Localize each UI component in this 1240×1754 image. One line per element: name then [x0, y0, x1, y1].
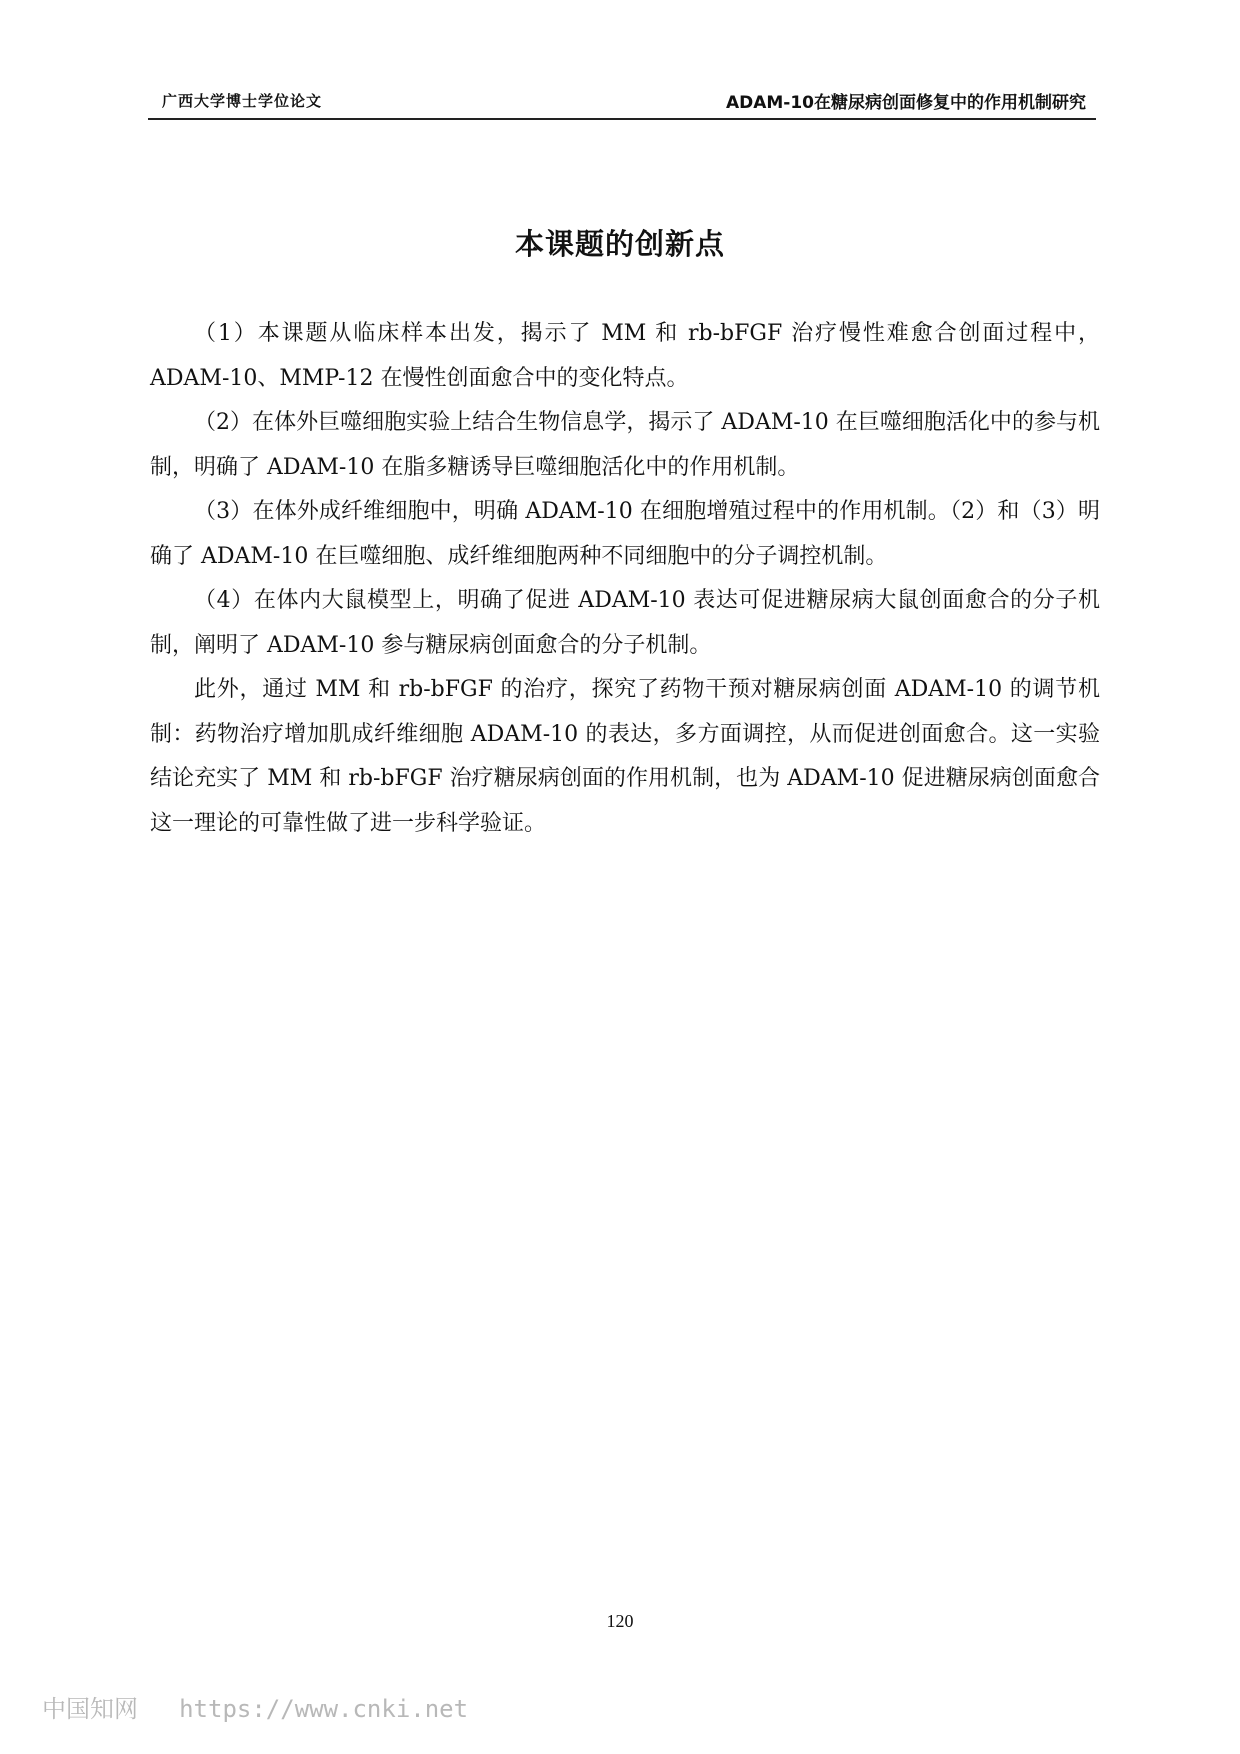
section-title: 本课题的创新点: [514, 227, 725, 261]
watermark-name: 中国知网: [42, 1695, 138, 1723]
paragraph-2: （2）在体外巨噬细胞实验上结合生物信息学，揭示了 ADAM-10 在巨噬细胞活化中的参与机制，明确了 ADAM-10 在脂多糖诱导巨噬细胞活化中的作用机制。: [150, 410, 1100, 480]
paragraph-5: 此外，通过 MM 和 rb-bFGF 的治疗，探究了药物干预对糖尿病创面 ADAM-10 的调节机制：药物治疗增加肌成纤维细胞 ADAM-10 的表达，多方面调控，从而促进创面愈合。这一实验结论充实了 MM 和 rb-bFGF 治疗糖尿病创面的作用机制，也为 ADAM-10 促进糖尿病创面愈合这一理论的可靠性做了进一步科学验证。: [150, 677, 1100, 836]
watermark-url: https://www.cnki.net: [179, 1695, 469, 1723]
paragraph-4: （4）在体内大鼠模型上，明确了促进 ADAM-10 表达可促进糖尿病大鼠创面愈合的分子机制，阐明了 ADAM-10 参与糖尿病创面愈合的分子机制。: [150, 588, 1100, 658]
page-number: 120: [606, 1611, 634, 1631]
paragraph-1: （1）本课题从临床样本出发，揭示了 MM 和 rb-bFGF 治疗慢性难愈合创面过程中，ADAM-10、MMP-12 在慢性创面愈合中的变化特点。: [150, 321, 1100, 391]
paragraph-3: （3）在体外成纤维细胞中，明确 ADAM-10 在细胞增殖过程中的作用机制。（2）和（3）明确了 ADAM-10 在巨噬细胞、成纤维细胞两种不同细胞中的分子调控机制。: [150, 499, 1100, 569]
header-university-label: 广西大学博士学位论文: [162, 92, 323, 110]
header-thesis-title: ADAM-10在糖尿病创面修复中的作用机制研究: [725, 93, 1086, 113]
cnki-watermark: [42, 1689, 468, 1724]
body-text: [150, 312, 1100, 846]
running-header: [148, 86, 1096, 120]
